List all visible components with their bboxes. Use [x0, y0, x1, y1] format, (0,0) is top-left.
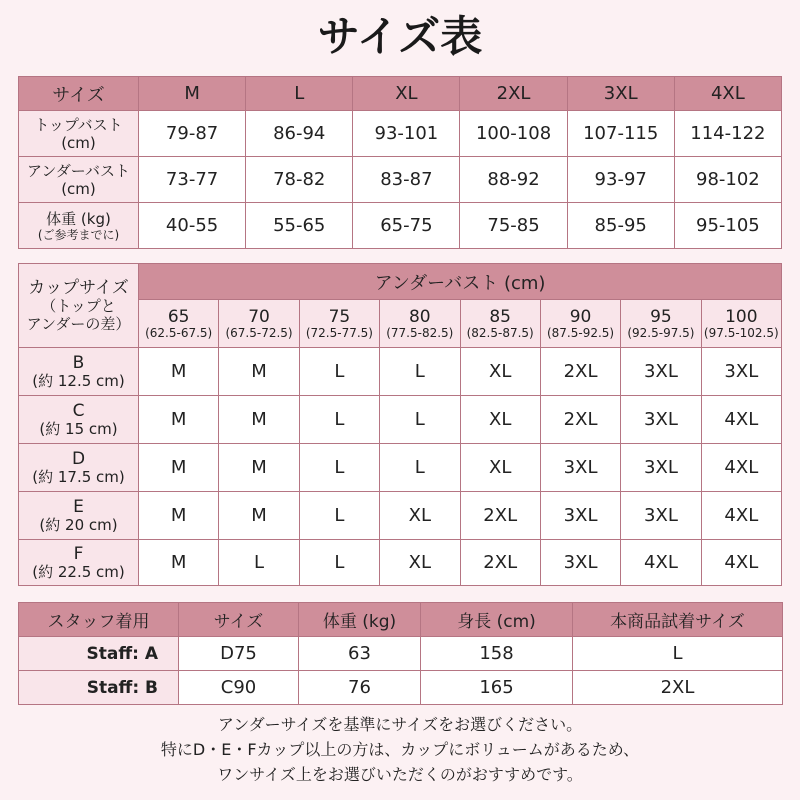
table-row	[19, 540, 782, 586]
table-cell: 78-82	[246, 157, 353, 203]
table-cell: 100-108	[460, 111, 567, 157]
staff-size: C90	[179, 671, 299, 705]
cup-letter: E	[73, 496, 84, 517]
cup-label-d	[19, 444, 139, 492]
note-line: アンダーサイズを基準にサイズをお選びください。	[217, 715, 583, 734]
under-col-value: 75	[328, 306, 351, 327]
row-label-unit: (cm)	[61, 133, 96, 152]
table-cell: L	[299, 492, 379, 540]
size-header-xl: XL	[353, 77, 460, 111]
under-col-65	[139, 300, 219, 348]
staff-name: Staff: A	[19, 637, 179, 671]
note-line: 特にD・E・Fカップ以上の方は、カップにボリュームがあるため、	[160, 740, 640, 759]
table-cell: 2XL	[460, 540, 540, 586]
table-cell: L	[380, 444, 460, 492]
under-col-75	[299, 300, 379, 348]
staff-header-name: スタッフ着用	[19, 603, 179, 637]
cup-corner-sub2: アンダーの差）	[26, 314, 131, 333]
under-col-range: (92.5-97.5)	[627, 325, 695, 340]
cup-header-row	[19, 264, 782, 300]
under-col-value: 80	[408, 306, 431, 327]
table-cell: 3XL	[540, 492, 620, 540]
under-col-range: (62.5-67.5)	[145, 325, 213, 340]
table-cell: XL	[460, 444, 540, 492]
under-col-90	[540, 300, 620, 348]
table-cell: L	[299, 396, 379, 444]
table-cell: L	[299, 444, 379, 492]
cup-diff: (約 17.5 cm)	[32, 467, 125, 486]
under-col-70	[219, 300, 299, 348]
table-cell: 3XL	[621, 396, 701, 444]
table-cell: 86-94	[246, 111, 353, 157]
staff-header-tried-size: 本商品試着サイズ	[573, 603, 783, 637]
table-cell: 2XL	[540, 348, 620, 396]
table-cell: M	[219, 396, 299, 444]
staff-header-height: 身長 (cm)	[421, 603, 573, 637]
size-header-l: L	[246, 77, 353, 111]
size-header-3xl: 3XL	[567, 77, 674, 111]
table-cell: 55-65	[246, 203, 353, 249]
table-cell: 4XL	[701, 540, 781, 586]
table-cell: M	[139, 492, 219, 540]
table-cell: L	[299, 348, 379, 396]
under-col-value: 70	[248, 306, 270, 327]
cup-diff: (約 12.5 cm)	[32, 371, 125, 390]
table-row	[19, 348, 782, 396]
under-col-value: 65	[167, 306, 190, 327]
table-row	[19, 111, 782, 157]
table-cell: 3XL	[621, 348, 701, 396]
table-cell: 107-115	[567, 111, 674, 157]
table-row	[19, 203, 782, 249]
staff-table	[18, 602, 783, 705]
row-label-note: (ご参考までに)	[37, 227, 120, 242]
under-col-value: 90	[569, 306, 592, 327]
table-cell: 40-55	[139, 203, 246, 249]
staff-tried-size: 2XL	[573, 671, 783, 705]
under-bust-header: アンダーバスト (cm)	[139, 264, 782, 300]
cup-label-c	[19, 396, 139, 444]
table-row	[19, 637, 783, 671]
table-cell: M	[219, 492, 299, 540]
table-cell: 93-101	[353, 111, 460, 157]
cup-letter: B	[72, 352, 85, 373]
staff-size: D75	[179, 637, 299, 671]
staff-height: 158	[421, 637, 573, 671]
staff-header-weight: 体重 (kg)	[299, 603, 421, 637]
cup-letter: D	[71, 448, 86, 469]
table-row	[19, 444, 782, 492]
table-cell: 4XL	[621, 540, 701, 586]
table-cell: M	[139, 444, 219, 492]
table-cell: M	[219, 348, 299, 396]
table-cell: 4XL	[701, 396, 781, 444]
cup-label-f	[19, 540, 139, 586]
table-cell: M	[139, 348, 219, 396]
table-cell: L	[380, 396, 460, 444]
table-cell: 114-122	[674, 111, 781, 157]
cup-diff: (約 15 cm)	[39, 419, 118, 438]
cup-diff: (約 20 cm)	[39, 515, 118, 534]
cup-letter: F	[73, 543, 84, 564]
under-col-80	[380, 300, 460, 348]
cup-label-e	[19, 492, 139, 540]
row-label-text: アンダーバスト	[26, 161, 131, 180]
table-cell: L	[219, 540, 299, 586]
table-cell: 3XL	[621, 444, 701, 492]
under-col-95	[621, 300, 701, 348]
under-col-100	[701, 300, 781, 348]
table-cell: 88-92	[460, 157, 567, 203]
size-header-4xl: 4XL	[674, 77, 781, 111]
cup-letter: C	[72, 400, 85, 421]
size-header-label: サイズ	[19, 77, 139, 111]
table-cell: XL	[460, 396, 540, 444]
under-col-range: (77.5-82.5)	[386, 325, 454, 340]
size-table	[18, 76, 782, 249]
page-title: サイズ表	[317, 12, 483, 61]
row-label-top-bust	[19, 111, 139, 157]
table-cell: 65-75	[353, 203, 460, 249]
row-label-text: 体重 (kg)	[46, 209, 111, 228]
cup-corner-label	[19, 264, 139, 348]
table-cell: 85-95	[567, 203, 674, 249]
staff-header-size: サイズ	[179, 603, 299, 637]
table-cell: 93-97	[567, 157, 674, 203]
staff-tried-size: L	[573, 637, 783, 671]
table-row	[19, 157, 782, 203]
cup-size-table	[18, 263, 782, 586]
notes	[0, 712, 800, 787]
under-col-85	[460, 300, 540, 348]
under-col-range: (82.5-87.5)	[466, 325, 534, 340]
staff-header-row	[19, 603, 783, 637]
under-col-range: (87.5-92.5)	[546, 325, 615, 340]
cup-diff: (約 22.5 cm)	[32, 562, 125, 581]
table-cell: 73-77	[139, 157, 246, 203]
under-col-range: (67.5-72.5)	[225, 325, 293, 340]
under-col-value: 85	[489, 306, 511, 327]
table-cell: 3XL	[540, 444, 620, 492]
table-cell: L	[380, 348, 460, 396]
table-cell: XL	[460, 348, 540, 396]
staff-height: 165	[421, 671, 573, 705]
row-label-unit: (cm)	[61, 179, 96, 198]
under-col-value: 95	[650, 306, 672, 327]
table-cell: 2XL	[540, 396, 620, 444]
table-cell: XL	[380, 540, 460, 586]
under-col-range: (97.5-102.5)	[703, 325, 779, 340]
table-cell: M	[139, 396, 219, 444]
table-cell: 83-87	[353, 157, 460, 203]
cup-label-b	[19, 348, 139, 396]
row-label-weight	[19, 203, 139, 249]
table-row	[19, 396, 782, 444]
table-cell: M	[219, 444, 299, 492]
row-label-under-bust	[19, 157, 139, 203]
row-label-text: トップバスト	[34, 115, 123, 134]
table-cell: M	[139, 540, 219, 586]
note-line: ワンサイズ上をお選びいただくのがおすすめです。	[217, 765, 583, 784]
table-cell: L	[299, 540, 379, 586]
table-cell: 2XL	[460, 492, 540, 540]
table-cell: 4XL	[701, 492, 781, 540]
size-header-row	[19, 77, 782, 111]
cup-corner-sub1: （トップと	[41, 296, 116, 315]
table-cell: 3XL	[621, 492, 701, 540]
table-cell: 98-102	[674, 157, 781, 203]
staff-name: Staff: B	[19, 671, 179, 705]
table-cell: 3XL	[540, 540, 620, 586]
table-cell: 3XL	[701, 348, 781, 396]
table-cell: XL	[380, 492, 460, 540]
table-cell: 95-105	[674, 203, 781, 249]
table-row	[19, 671, 783, 705]
table-row	[19, 492, 782, 540]
table-cell: 4XL	[701, 444, 781, 492]
size-header-2xl: 2XL	[460, 77, 567, 111]
table-cell: 75-85	[460, 203, 567, 249]
staff-weight: 63	[299, 637, 421, 671]
staff-weight: 76	[299, 671, 421, 705]
table-cell: 79-87	[139, 111, 246, 157]
cup-corner-title: カップサイズ	[28, 277, 129, 298]
size-header-m: M	[139, 77, 246, 111]
under-col-range: (72.5-77.5)	[305, 325, 373, 340]
under-col-value: 100	[725, 306, 758, 327]
